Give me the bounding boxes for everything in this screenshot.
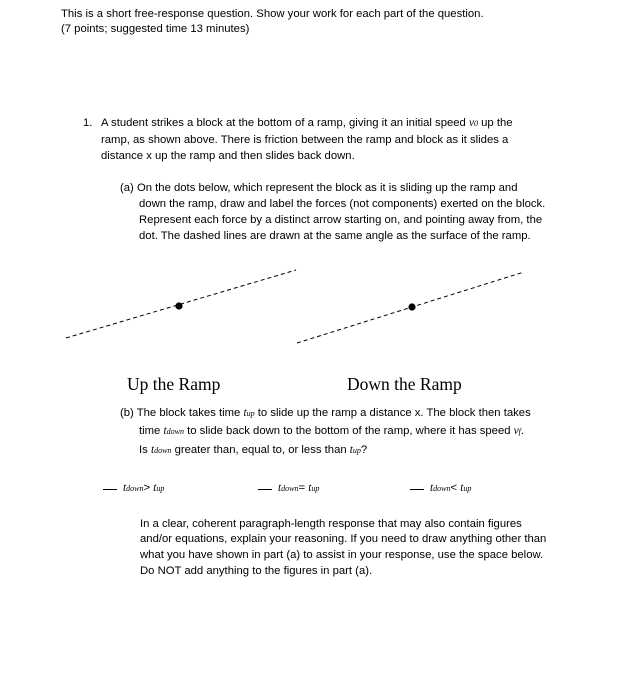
header-line-1: This is a short free-response question. Show your work for each part of the question. [61, 8, 484, 20]
part-b-line-1: (b) The block takes time tup to slide up the ramp a distance x. The block then takes [120, 407, 531, 419]
part-a-line-3: Represent each force by a distinct arrow starting on, and pointing away from, the [139, 214, 543, 226]
part-a-line-4: dot. The dashed lines are drawn at the same angle as the surface of the ramp. [139, 230, 531, 242]
t-down-symbol: tdown [163, 425, 184, 437]
answer-blank[interactable] [410, 489, 424, 490]
t-up-symbol: tup [243, 407, 255, 419]
explain-line-2: and/or equations, explain your reasoning. If you need to draw anything other than [140, 533, 547, 545]
vf-symbol: vf [513, 425, 521, 437]
down-ramp-block-dot [408, 303, 415, 310]
explain-line-3: what you have shown in part (a) to assist in your response, use the space below. [140, 549, 544, 561]
question-intro-line-2: ramp, as shown above. There is friction between the ramp and block as it slides a [101, 134, 509, 146]
question-intro-line-3: distance x up the ramp and then slides back down. [101, 150, 355, 162]
down-ramp-label: Down the Ramp [347, 374, 462, 394]
answer-blank[interactable] [258, 489, 272, 490]
option-greater[interactable]: tdown> tup [103, 481, 164, 496]
question-number: 1. [83, 117, 93, 129]
question-intro-line-1: A student strikes a block at the bottom of a ramp, giving it an initial speed v0 up the [101, 117, 513, 129]
explain-line-4: Do NOT add anything to the figures in part (a). [140, 565, 373, 577]
option-equal[interactable]: tdown= tup [258, 481, 319, 496]
answer-blank[interactable] [103, 489, 117, 490]
header-line-2: (7 points; suggested time 13 minutes) [61, 23, 250, 35]
v0-symbol: v0 [468, 117, 478, 129]
t-down-symbol: tdown [150, 444, 172, 456]
option-less[interactable]: tdown< tup [410, 481, 471, 496]
part-b-line-3: Is tdown greater than, equal to, or less than tup? [139, 444, 368, 456]
t-up-symbol: tup [349, 444, 361, 456]
up-ramp-label: Up the Ramp [127, 374, 221, 394]
up-ramp-block-dot [175, 302, 182, 309]
part-b-line-2: time tdown to slide back down to the bottom of the ramp, where it has speed vf. [139, 425, 525, 437]
part-a-line-2: down the ramp, draw and label the forces (not components) exerted on the block. [139, 198, 546, 210]
part-a-line-1: (a) On the dots below, which represent the block as it is sliding up the ramp and [120, 182, 518, 194]
explain-line-1: In a clear, coherent paragraph-length response that may also contain figures [140, 518, 522, 530]
